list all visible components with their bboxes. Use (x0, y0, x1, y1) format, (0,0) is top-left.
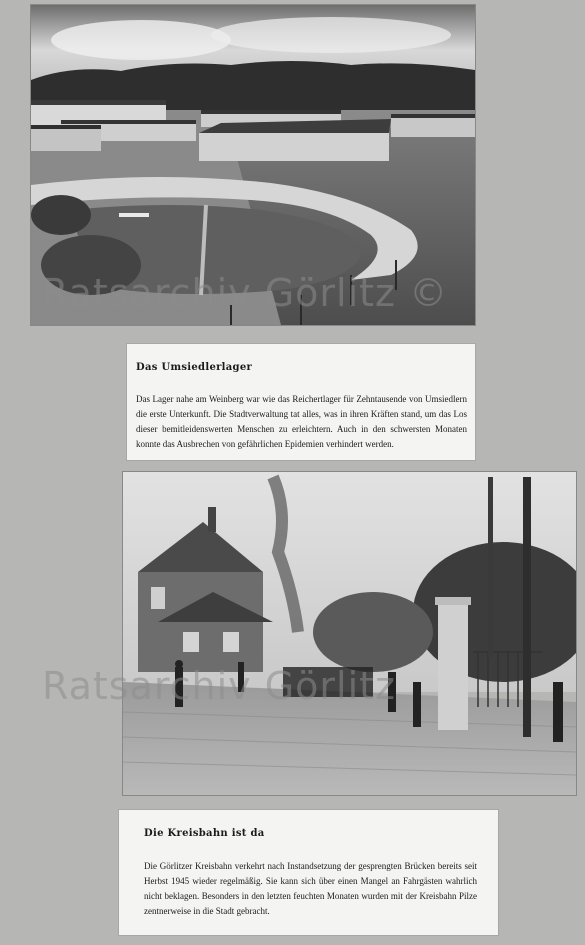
caption-kreisbahn (119, 810, 498, 935)
caption-title: Die Kreisbahn ist da (144, 828, 265, 839)
street-with-people-photo (123, 472, 576, 795)
caption-umsiedlerlager (127, 344, 475, 460)
camp-barracks-photo (31, 5, 475, 325)
watermark-bottom: Ratsarchiv Görlitz (42, 664, 397, 708)
caption-text: Die Görlitzer Kreisbahn verkehrt nach Instandsetzung der gesprengten Brücken bereits seit Herbst 1945 wieder regelmäßig. Sie kann sich über einen Mangel an Fahrgästen wahrlich nicht beklagen. Besonders in den letzten feuchten Monaten wurden mit der Kreisbahn Pilze zentnerweise in die Stadt gebracht. (144, 861, 477, 916)
watermark-top: Ratsarchiv Görlitz © (42, 271, 449, 315)
caption-text: Das Lager nahe am Weinberg war wie das Reichertlager für Zehntausende von Umsiedlern die erste Unterkunft. Die Stadtverwaltung tat alles, was in ihren Kräften stand, um das Los dieser bemitleidenswerten Menschen zu erleichtern. Auch in den schwersten Monaten konnte das Ausbrechen von gefährlichen Epidemien verhindert werden. (136, 394, 467, 449)
caption-title: Das Umsiedlerlager (136, 362, 253, 373)
